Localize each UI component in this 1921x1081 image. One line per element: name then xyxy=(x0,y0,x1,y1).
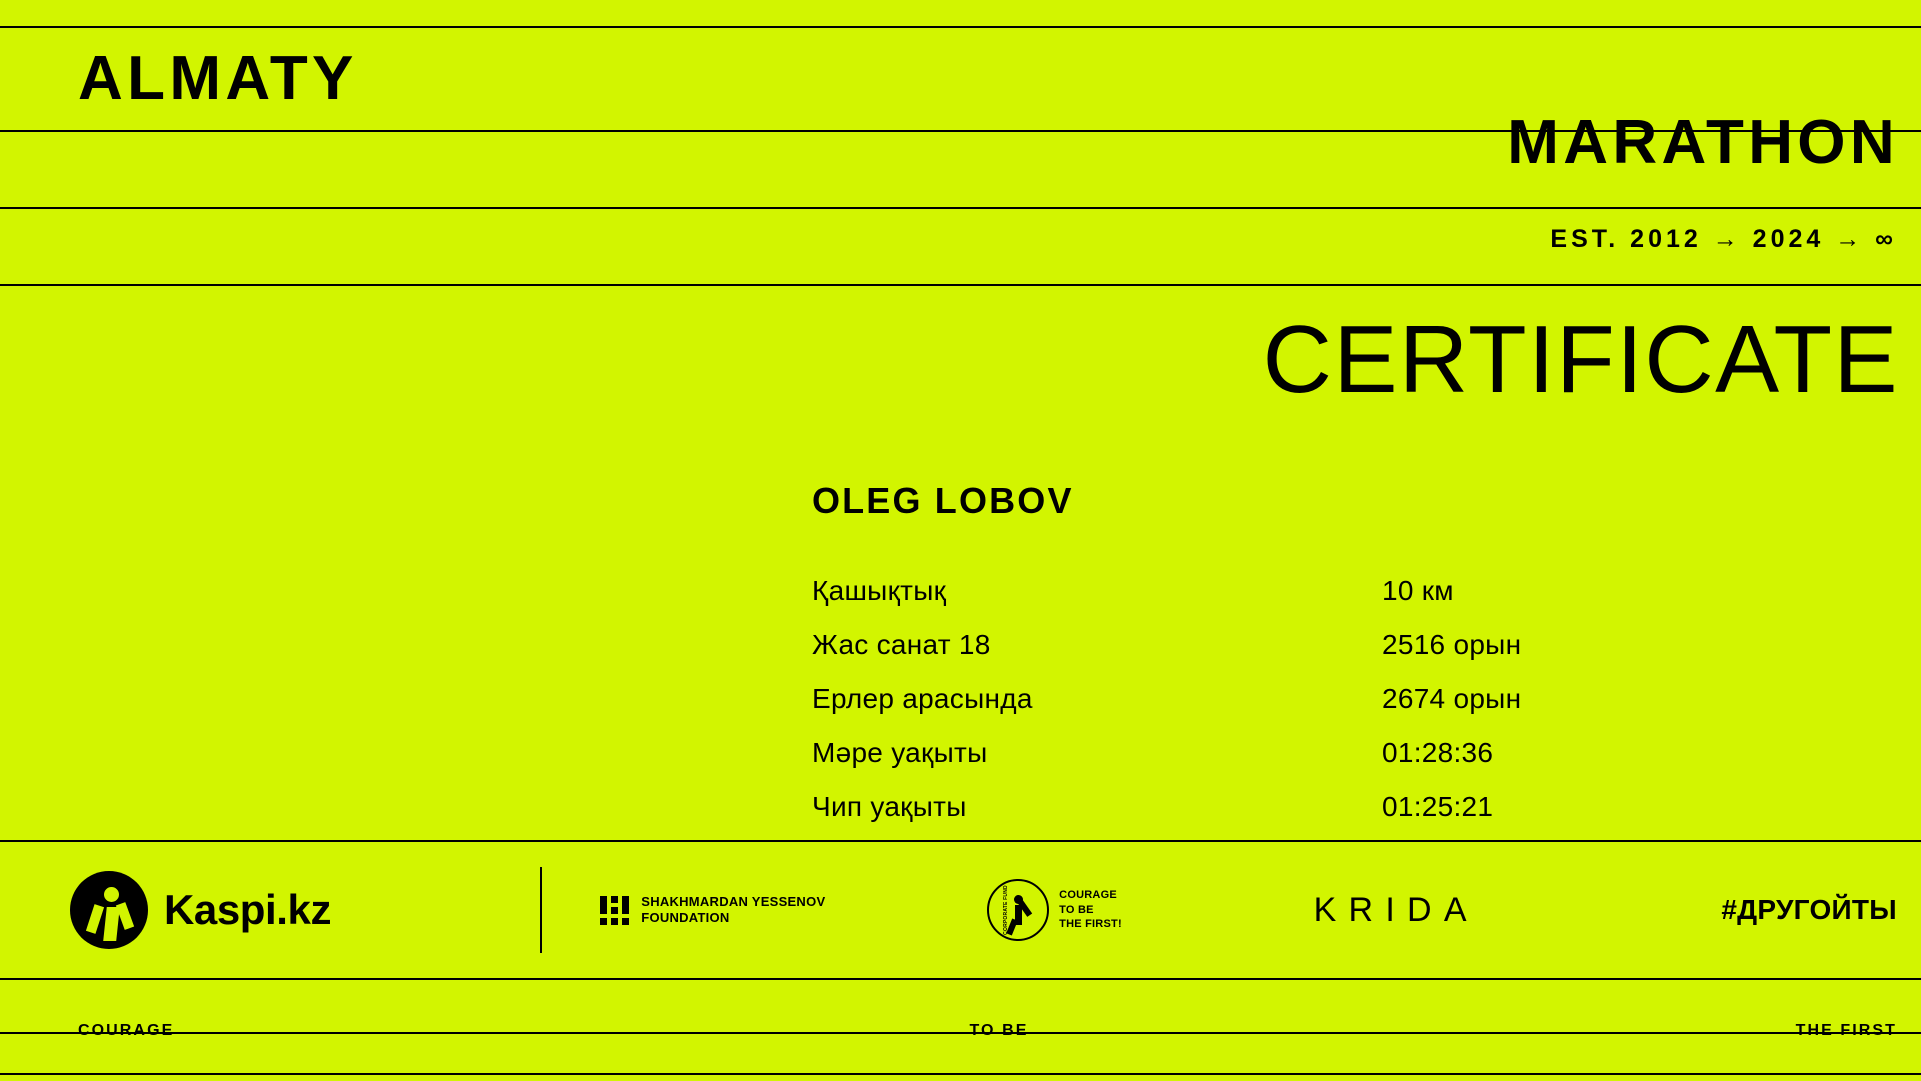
result-label: Мәре уақыты xyxy=(812,737,988,768)
corporate-line-2: TO BE xyxy=(1059,903,1094,916)
slogan-right: THE FIRST xyxy=(1795,1022,1897,1039)
table-row xyxy=(812,737,1832,791)
page-title: CERTIFICATE xyxy=(1262,306,1899,413)
result-value: 2674 орын xyxy=(1382,683,1522,714)
result-value: 2516 орын xyxy=(1382,629,1522,660)
results-table xyxy=(812,575,1832,845)
kaspi-logo xyxy=(70,871,331,949)
divider-line xyxy=(0,978,1921,980)
athlete-name: OLEG LOBOV xyxy=(812,480,1074,521)
result-value: 01:28:36 xyxy=(1382,737,1494,768)
yessenov-logo xyxy=(600,894,825,927)
yessenov-line-2: FOUNDATION xyxy=(641,910,730,925)
result-label: Ерлер арасында xyxy=(812,683,1033,714)
sponsor-kaspi xyxy=(0,842,540,978)
kaspi-wordmark: Kaspi.kz xyxy=(164,886,332,933)
corporate-fund-logo xyxy=(987,879,1122,941)
established-years: EST. 2012 → 2024 → ∞ xyxy=(1550,225,1897,253)
table-row xyxy=(812,791,1832,845)
slogan-left: COURAGE xyxy=(78,1022,175,1039)
result-label: Чип уақыты xyxy=(812,791,967,822)
corporate-line-3: THE FIRST! xyxy=(1059,918,1122,931)
yessenov-wordmark xyxy=(641,894,825,927)
brand-almaty: ALMATY xyxy=(78,44,358,113)
sponsor-corporate-fund xyxy=(884,842,1226,978)
corporate-fund-ring-label: CORPORATE FUND xyxy=(1002,885,1009,935)
yessenov-line-1: SHAKHMARDAN YESSENOV xyxy=(641,893,826,909)
sponsor-drugoyty xyxy=(1567,842,1921,978)
corporate-fund-runner-icon xyxy=(987,879,1049,941)
corporate-line-1: COURAGE xyxy=(1059,888,1117,901)
slogan-middle: TO BE xyxy=(969,1022,1029,1039)
table-row xyxy=(812,575,1832,629)
sponsor-strip xyxy=(0,842,1921,978)
table-row xyxy=(812,683,1832,737)
drugoyty-hashtag: #ДРУГОЙТЫ xyxy=(1721,894,1898,925)
result-value: 01:25:21 xyxy=(1382,791,1494,822)
table-row xyxy=(812,629,1832,683)
result-label: Қашықтық xyxy=(812,575,947,606)
divider-line xyxy=(0,26,1921,28)
result-label: Жас санат 18 xyxy=(812,629,991,660)
kaspi-person-icon xyxy=(70,871,148,949)
result-value: 10 км xyxy=(1382,575,1454,606)
divider-line xyxy=(0,207,1921,209)
corporate-fund-wordmark xyxy=(1059,888,1122,933)
divider-line xyxy=(0,1073,1921,1075)
footer-slogan xyxy=(0,1013,1921,1049)
divider-line xyxy=(0,284,1921,286)
krida-wordmark: KRIDA xyxy=(1313,890,1479,929)
sponsor-yessenov xyxy=(542,842,884,978)
brand-marathon: MARATHON xyxy=(1507,108,1899,177)
sponsor-krida xyxy=(1225,842,1567,978)
yessenov-bars-icon xyxy=(600,896,629,925)
